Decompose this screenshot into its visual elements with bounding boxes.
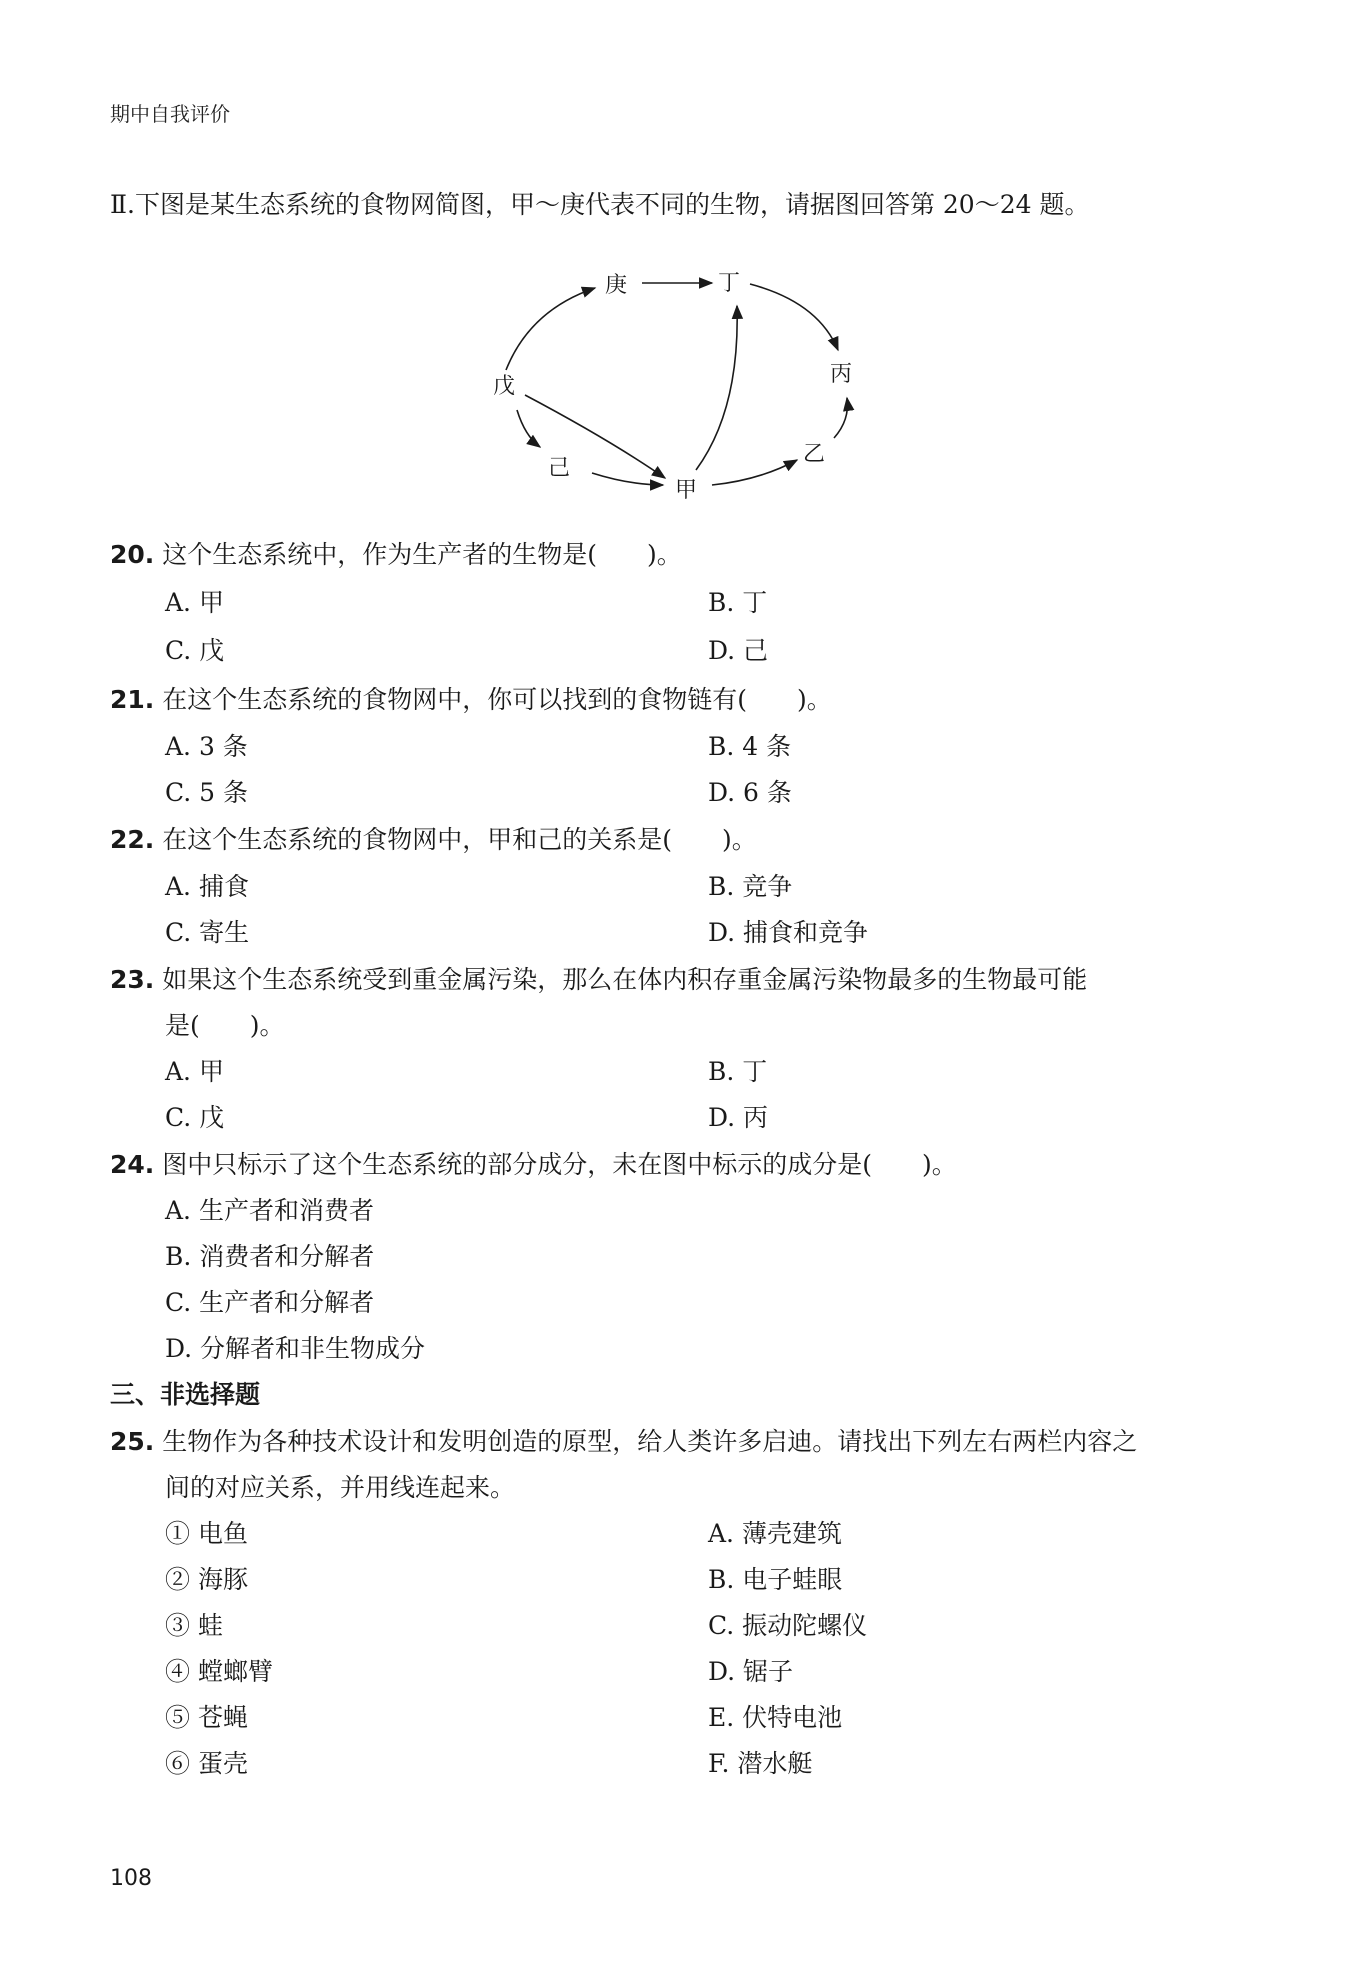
question-22 <box>110 820 757 856</box>
node-jia: 甲 <box>675 478 698 503</box>
question-text: 图中只标示了这个生态系统的部分成分，未在图中标示的成分是( )。 <box>162 1150 957 1179</box>
node-ding: 丁 <box>718 271 741 296</box>
question-25 <box>110 1422 1137 1458</box>
match-right-item[interactable]: A. 薄壳建筑 <box>708 1519 842 1548</box>
edge-jia-ding <box>696 306 737 470</box>
question-number: 25. <box>110 1427 155 1456</box>
question-24 <box>110 1145 957 1181</box>
question-21 <box>110 680 832 716</box>
edge-wu-ji <box>517 410 540 447</box>
question-number: 20. <box>110 540 155 569</box>
q20-option-a[interactable]: A. 甲 <box>165 588 224 617</box>
q20-option-b[interactable]: B. 丁 <box>708 588 768 617</box>
node-yi: 乙 <box>803 442 826 467</box>
q23-option-c[interactable]: C. 戊 <box>165 1103 225 1132</box>
node-ji: 己 <box>548 456 571 481</box>
q24-option-c[interactable]: C. 生产者和分解者 <box>165 1288 375 1317</box>
q22-option-c[interactable]: C. 寄生 <box>165 918 250 947</box>
q21-option-a[interactable]: A. 3 条 <box>165 732 248 761</box>
q24-option-a[interactable]: A. 生产者和消费者 <box>165 1196 374 1225</box>
edge-yi-bing <box>834 398 847 438</box>
page-number: 108 <box>110 1866 152 1891</box>
question-number: 21. <box>110 685 155 714</box>
match-left-item[interactable]: ① 电鱼 <box>165 1519 248 1548</box>
q23-option-a[interactable]: A. 甲 <box>165 1057 224 1086</box>
edge-ji-jia <box>592 473 663 485</box>
node-geng: 庚 <box>605 273 628 298</box>
question-text: 在这个生态系统的食物网中，甲和己的关系是( )。 <box>162 825 757 854</box>
q24-option-b[interactable]: B. 消费者和分解者 <box>165 1242 375 1271</box>
section-heading: 三、非选择题 <box>110 1380 261 1409</box>
running-header: 期中自我评价 <box>110 102 230 126</box>
q22-option-d[interactable]: D. 捕食和竞争 <box>708 918 869 947</box>
q23-option-d[interactable]: D. 丙 <box>708 1103 769 1132</box>
question-text: 生物作为各种技术设计和发明创造的原型，给人类许多启迪。请找出下列左右两栏内容之 <box>162 1427 1138 1456</box>
question-20 <box>110 535 682 571</box>
q21-option-b[interactable]: B. 4 条 <box>708 732 792 761</box>
match-left-item[interactable]: ⑤ 苍蝇 <box>165 1703 248 1732</box>
match-right-item[interactable]: D. 锯子 <box>708 1657 794 1686</box>
q21-option-d[interactable]: D. 6 条 <box>708 778 792 807</box>
match-right-item[interactable]: F. 潜水艇 <box>708 1749 813 1778</box>
question-text: 在这个生态系统的食物网中，你可以找到的食物链有( )。 <box>162 685 832 714</box>
q23-option-b[interactable]: B. 丁 <box>708 1057 768 1086</box>
question-23-continued: 是( )。 <box>165 1011 285 1040</box>
intro-text: 下图是某生态系统的食物网简图，甲～庚代表不同的生物，请据图回答第 20～24 题。 <box>134 190 1090 219</box>
match-right-item[interactable]: C. 振动陀螺仪 <box>708 1611 868 1640</box>
roman-numeral: Ⅱ. <box>110 190 135 219</box>
node-bing: 丙 <box>830 362 853 387</box>
question-23 <box>110 960 1087 996</box>
question-text: 如果这个生态系统受到重金属污染，那么在体内积存重金属污染物最多的生物最可能 <box>162 965 1088 994</box>
match-left-item[interactable]: ③ 蛙 <box>165 1611 223 1640</box>
question-25-continued: 间的对应关系，并用线连起来。 <box>165 1473 516 1502</box>
q21-option-c[interactable]: C. 5 条 <box>165 778 248 807</box>
question-number: 24. <box>110 1150 155 1179</box>
edge-ding-bing <box>750 284 838 350</box>
question-number: 22. <box>110 825 155 854</box>
food-web-diagram <box>0 0 1350 520</box>
q22-option-a[interactable]: A. 捕食 <box>165 872 249 901</box>
question-number: 23. <box>110 965 155 994</box>
q22-option-b[interactable]: B. 竞争 <box>708 872 793 901</box>
q20-option-c[interactable]: C. 戊 <box>165 636 225 665</box>
edge-jia-yi <box>712 460 797 485</box>
match-right-item[interactable]: E. 伏特电池 <box>708 1703 843 1732</box>
q20-option-d[interactable]: D. 己 <box>708 636 769 665</box>
q24-option-d[interactable]: D. 分解者和非生物成分 <box>165 1334 426 1363</box>
match-right-item[interactable]: B. 电子蛙眼 <box>708 1565 843 1594</box>
edge-wu-jia <box>525 395 665 478</box>
node-wu: 戊 <box>493 374 516 399</box>
match-left-item[interactable]: ② 海豚 <box>165 1565 248 1594</box>
edge-wu-geng <box>506 288 595 370</box>
question-text: 这个生态系统中，作为生产者的生物是( )。 <box>162 540 682 569</box>
match-left-item[interactable]: ⑥ 蛋壳 <box>165 1749 248 1778</box>
match-left-item[interactable]: ④ 螳螂臂 <box>165 1657 273 1686</box>
